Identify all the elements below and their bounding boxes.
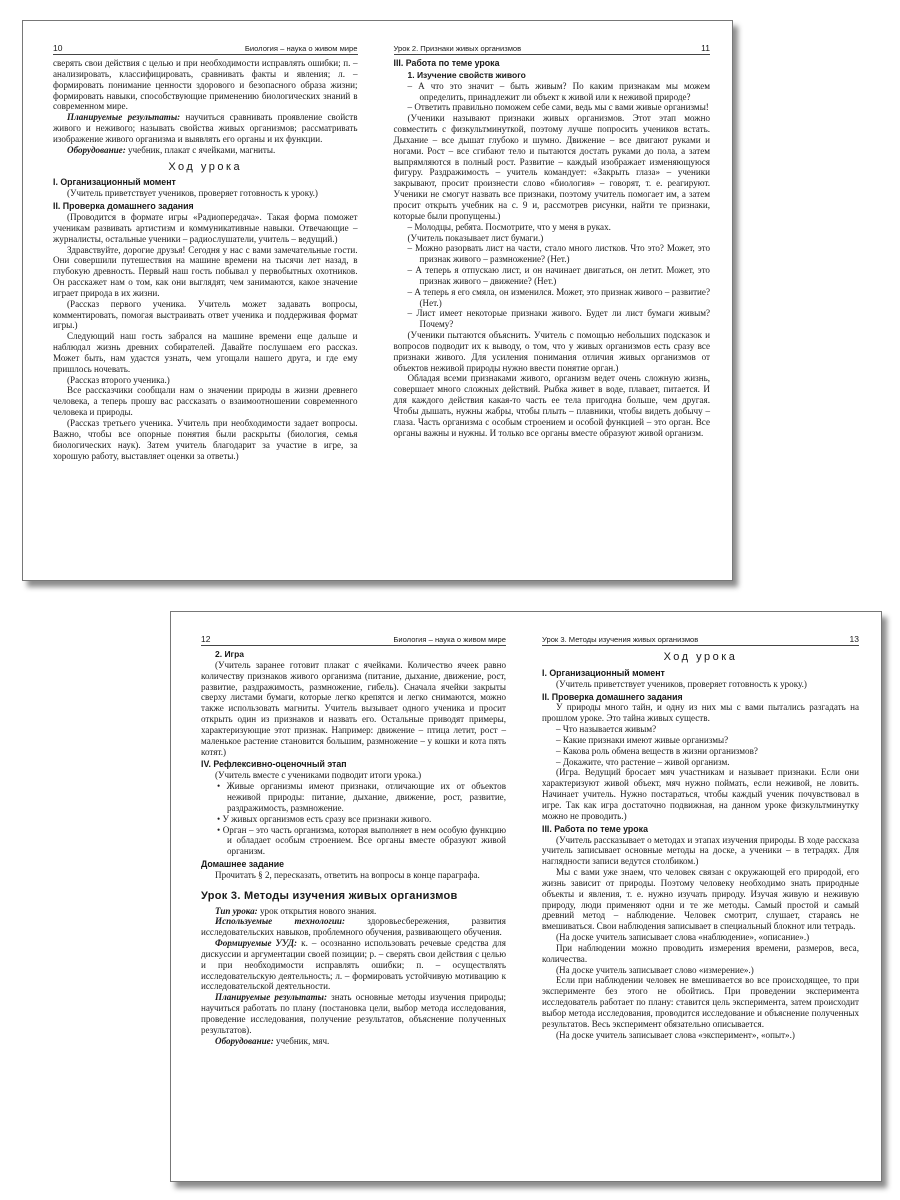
page-body <box>394 58 711 439</box>
paragraph: (Игра. Ведущий бросает мяч участникам и называет признаки. Если они характеризуют живой объект, мяч нужно поймать, если неживой, не ловить. Начинает учитель. Нужно постараться, чтобы каждый ученик почувствовал в игре. Так как игра достаточно подвижная, на данном уроке физкультминутку можно не проводить.) <box>542 767 859 821</box>
paragraph: Здравствуйте, дорогие друзья! Сегодня у нас с вами замечательные гости. Они совершили путешествия на машине времени на тысячи лет назад, в глубокую древность. Первый наш гость побывал у первобытных охотников. Он расскажет нам о том, как они выглядят, чем занимаются, какое значение играет природа в их жизни. <box>53 244 358 298</box>
results-text: знать основные методы изучения природы; научиться работать по плану (постановка цели, выбор метода исследования, проведение исследования, получение результатов, объяснение полученных результатов). <box>201 992 506 1035</box>
dialog-list <box>394 243 711 330</box>
uud-label: Формируемые УУД: <box>215 938 298 949</box>
equipment-paragraph <box>53 145 358 156</box>
results-paragraph <box>201 992 506 1035</box>
running-header <box>394 43 711 55</box>
paragraph: (На доске учитель записывает слова «наблюдение», «описание».) <box>556 932 810 943</box>
section-title: III. Работа по теме урока <box>393 58 500 68</box>
lesson-title: Урок 3. Методы изучения живых организмов <box>201 889 458 902</box>
results-label: Планируемые результаты: <box>67 112 181 123</box>
subsection-title: 1. Изучение свойств живого <box>407 69 526 80</box>
page-12 <box>171 612 526 1181</box>
page-11 <box>378 21 733 580</box>
question-item: – Что называется живым? <box>556 724 859 735</box>
dialog-line: – А что это значит – быть живым? По каким признакам мы можем определить, принадлежит ли объект к живой или к неживой природе? <box>408 81 711 103</box>
paragraph: (Рассказ второго ученика.) <box>67 374 170 385</box>
page-13 <box>526 612 881 1181</box>
paragraph: (Ученики пытаются объяснить. Учитель с помощью небольших подсказок и вопросов подводит их к выводу, о том, что у живых организмов есть сразу все признаки живого. Для усиления понимания отличия живых организмов от объектов неживой природы нужно ввести понятие орган.) <box>393 330 710 373</box>
paragraph: Если при наблюдении человек не вмешивается во все происходящее, то при эксперименте без этого не обойтись. При проведении эксперимента исследователь работает по плану: ставится цель эксперимента, затем происходит выбор метода исследования, проводится исследование и объяснение полученных результатов. Весь эксперимент обязательно описывается. <box>542 975 859 1029</box>
page-body <box>201 649 506 1047</box>
dialog-line: – Можно разорвать лист на части, стало много листков. Что это? Может, это признак живого – размножение? (Нет.) <box>408 243 711 265</box>
results-text: научиться сравнивать проявление свойств живого и неживого; называть свойства живых организмов; рассматривать изображение живого организма и выявлять его органы и их функции. <box>53 112 358 144</box>
paragraph: Обладая всеми признаками живого, организм ведет очень сложную жизнь, совершает много сложных действий. Рыбка живет в воде, плавает, питается. И для каждого действия какая-то часть ее тела пригодна больше, чем другая. Чтобы дышать, нужны жабры, чтобы плыть – плавники, чтобы видеть добычу – глаза. Часть организма с особым строением и особой функцией – это орган. Все органы важны и нужны. И только все органы вместе образуют живой организм. <box>393 373 710 438</box>
uud-paragraph <box>201 938 506 992</box>
section-title: I. Организационный момент <box>53 177 176 188</box>
question-item: – Какие признаки имеют живые организмы? <box>556 735 859 746</box>
summary-item: • Живые организмы имеют признаки, отличающие их от объектов неживой природы: питание, дыхание, движение, рост, развитие, раздражимость, размножение. <box>215 781 506 814</box>
dialog-line: – Молодцы, ребята. Посмотрите, что у меня в руках. <box>408 222 711 233</box>
page-number: 11 <box>701 43 710 53</box>
section-title: I. Организационный момент <box>542 667 665 678</box>
paragraph: (На доске учитель записывает слово «измерение».) <box>556 964 754 975</box>
equipment-text: учебник, плакат с ячейками, магниты. <box>128 144 276 155</box>
running-title: Биология – наука о живом мире <box>393 635 506 644</box>
page-number: 10 <box>53 43 63 53</box>
paragraph: сверять свои действия с целью и при необходимости исправлять ошибки; п. – анализировать, классифицировать, сравнивать факты и явления; л. – формировать понимание ценности здорового и безопасного образа жизни; формировать навыки, способствующие применению биологических знаний в современном мире. <box>53 58 358 112</box>
equipment-paragraph <box>201 1036 506 1047</box>
paragraph: (Учитель приветствует учеников, проверяет готовность к уроку.) <box>67 188 318 199</box>
question-item: – Докажите, что растение – живой организм. <box>556 757 859 768</box>
book-spread-pages-12-13 <box>170 611 882 1182</box>
paragraph: (Учитель вместе с учениками подводит итоги урока.) <box>215 770 422 781</box>
lesson-heading: Ход урока <box>168 160 243 173</box>
homework-title: Домашнее задание <box>201 859 285 870</box>
book-spread-pages-10-11 <box>22 20 733 581</box>
section-title: II. Проверка домашнего задания <box>542 691 683 702</box>
uud-text: к. – осознанно использовать речевые средства для дискуссии и аргументации своей позиции; р. – сверять свои действия с целью и при необходимости исправлять ошибки; п. – осуществлять исследовательскую деятельность; л. – формировать устойчивую мотивацию к исследовательской деятельности. <box>201 938 506 992</box>
dialog-line: – А теперь я его смяла, он изменился. Может, это признак живого – развитие? (Нет.) <box>408 287 711 309</box>
paragraph: Прочитать § 2, пересказать, ответить на вопросы в конце параграфа. <box>215 869 480 880</box>
paragraph: (Учитель приветствует учеников, проверяет готовность к уроку.) <box>556 678 807 689</box>
running-header <box>542 634 859 646</box>
subsection-title: 2. Игра <box>215 649 245 659</box>
summary-item: • Орган – это часть организма, которая выполняет в нем особую функцию и обладает особым строением. Все органы вместе образуют живой организм. <box>215 825 506 858</box>
results-label: Планируемые результаты: <box>215 992 327 1003</box>
paragraph: (Ученики называют признаки живых организмов. Этот этап можно совместить с физкультминуткой, поэтому лучше попросить учеников встать. Дыхание – все дышат глубоко и шумно. Движение – все двигают руками и ногами. Рост – все сгибают тело и пытаются достать руками до пола, а затем выпрямляются в полный рост. Развитие – каждый изображает изменяющуюся фигуру. Раздражимость – учитель командует: «Закрыть глаза» – ученики закрывают, просит произнести слово «биология» – говорят, т. е. реагируют. Ученики не смогут назвать все признаки, поэтому учитель помогает им, а затем просит открыть учебник на с. 9 и, рассмотрев рисунки, найти те признаки, которые были пропущены.) <box>393 113 710 221</box>
equipment-label: Оборудование: <box>215 1035 274 1046</box>
paragraph: (Учитель показывает лист бумаги.) <box>407 232 544 243</box>
question-item: – Какова роль обмена веществ в жизни организмов? <box>556 746 859 757</box>
paragraph: (На доске учитель записывает слова «эксперимент», «опыт».) <box>556 1029 795 1040</box>
dialog-list <box>394 222 711 233</box>
page-number: 13 <box>849 634 859 644</box>
paragraph: Следующий наш гость забрался на машине времени еще дальше и наблюдал жизнь древних собирателей. Давайте послушаем его рассказ. Может быть, нам удастся узнать, чем угощали нашего друга, и где ему пришлось ночевать. <box>53 331 358 374</box>
page-body <box>542 652 859 1041</box>
paragraph: При наблюдении можно проводить измерения времени, размеров, веса, количества. <box>542 942 859 964</box>
paragraph: (Проводится в формате игры «Радиопередача». Такая форма поможет ученикам развивать артистизм и коммуникативные навыки. Отвечающие – журналисты, остальные ученики – радиослушатели, учитель – ведущий.) <box>53 211 358 244</box>
section-title: IV. Рефлексивно-оценочный этап <box>201 759 347 770</box>
running-header <box>201 634 506 646</box>
running-title: Урок 3. Методы изучения живых организмов <box>542 635 699 644</box>
dialog-line: – Лист имеет некоторые признаки живого. Будет ли лист бумаги живым? Почему? <box>408 308 711 330</box>
page-10 <box>23 21 378 580</box>
page-body <box>53 58 358 461</box>
type-text: урок открытия нового знания. <box>259 905 377 916</box>
paragraph: Мы с вами уже знаем, что человек связан с окружающей его природой, его жизнь зависит от природы. Поэтому человеку необходимо знать природные объекты и явления, т. е. нужно изучать природу. Изучая живую и неживую природу, люди применяют одни и те же методы. Самый простой и самый древний метод – наблюдение. Человек смотрит, слушает, стараясь не вмешиваться. Свои наблюдения записывает в специальный блокнот или тетрадь. <box>542 867 859 932</box>
tech-label: Используемые технологии: <box>215 916 345 927</box>
equipment-label: Оборудование: <box>67 144 126 155</box>
section-title: II. Проверка домашнего задания <box>53 201 194 212</box>
paragraph: (Рассказ первого ученика. Учитель может задавать вопросы, комментировать, помогая выстраивать ответ ученика и поддерживая формат игры.) <box>53 298 358 331</box>
paragraph: Все рассказчики сообщали нам о значении природы в жизни древнего человека, а теперь прошу вас рассказать о взаимоотношении современного человека и природы. <box>53 385 358 418</box>
paragraph: У природы много тайн, и одну из них мы с вами пытались разгадать на прошлом уроке. Это тайна живых существ. <box>542 702 859 724</box>
paragraph: (Рассказ третьего ученика. Учитель при необходимости задает вопросы. Важно, чтобы все опорные понятия были раскрыты (биология, семья биологических наук). Затем учитель благодарит за участие в игре, за хорошую работу, выставляет оценки за ответы.) <box>53 418 358 461</box>
running-title: Урок 2. Признаки живых организмов <box>393 44 522 53</box>
page-number: 12 <box>201 634 211 644</box>
results-paragraph <box>53 112 358 145</box>
running-header <box>53 43 358 55</box>
summary-list <box>201 781 506 857</box>
tech-paragraph <box>201 916 506 938</box>
section-title: III. Работа по теме урока <box>542 823 648 834</box>
tech-text: здоровьесбережения, развития исследовательских навыков, проблемного обучения, развивающего обучения. <box>201 916 506 938</box>
type-paragraph <box>201 906 506 917</box>
type-label: Тип урока: <box>215 905 258 916</box>
paragraph: (Учитель рассказывает о методах и этапах изучения природы. В ходе рассказа учитель записывает основные методы на доске, а ученики – в тетрадях. Для наглядности записи ведутся столбиком.) <box>542 834 859 867</box>
lesson-heading: Ход урока <box>663 651 738 663</box>
question-list <box>542 724 859 767</box>
dialog-line: – Ответить правильно поможем себе сами, ведь мы с вами живые организмы! <box>408 102 711 113</box>
running-title: Биология – наука о живом мире <box>244 44 358 53</box>
dialog-line: – А теперь я отпускаю лист, и он начинает двигаться, он летит. Может, это признак живого – движение? (Нет.) <box>408 265 711 287</box>
summary-item: • У живых организмов есть сразу все признаки живого. <box>215 814 506 825</box>
dialog-list <box>394 81 711 114</box>
paragraph: (Учитель заранее готовит плакат с ячейками. Количество ячеек равно количеству признаков живого организма (питание, дыхание, движение, рост, развитие, раздражимость, размножение, гибель). Сначала ячейки закрыты сверху листами бумаги, которые легко крепятся и легко снимаются, можно также использовать магниты. Учитель вызывает одного ученика и просит открыть один из признаков и назвать его. Остальные приводят примеры, характеризующие этот признак. Например: движение – птица летит, рост – маленькое растение становится большим, размножение – у кошки и кота пять котят.) <box>201 659 506 757</box>
equipment-text: учебник, мяч. <box>276 1035 330 1046</box>
